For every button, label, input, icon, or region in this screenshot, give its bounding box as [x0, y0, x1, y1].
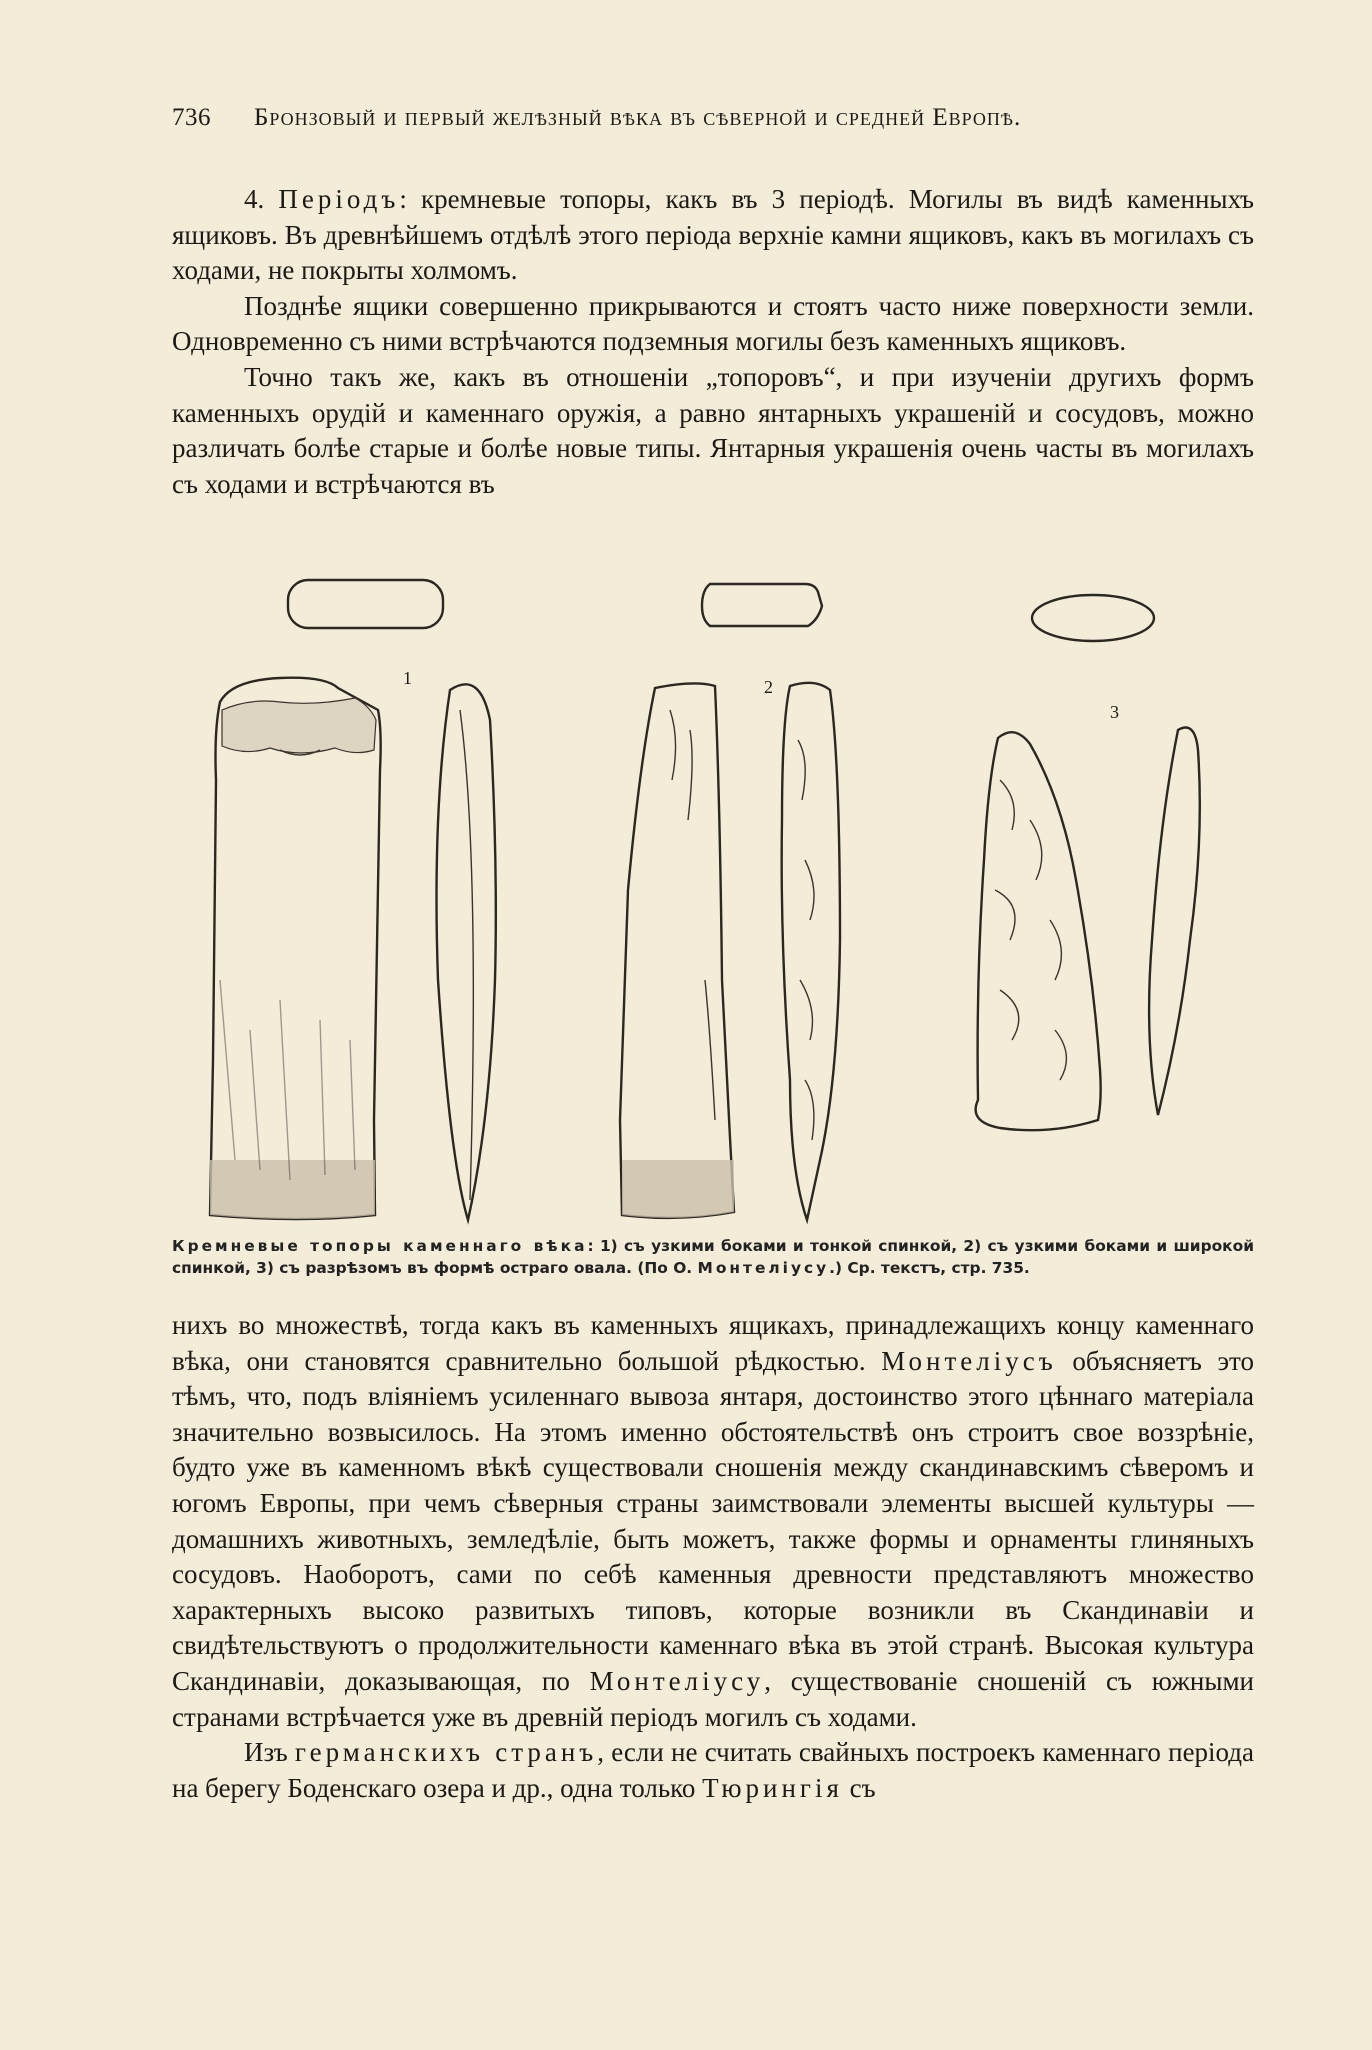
axe-3-front: [976, 732, 1101, 1130]
figure-label-1: 1: [403, 668, 412, 688]
axe-3-side: [1149, 728, 1200, 1116]
paragraph-later-boxes: Позднѣе ящики совершенно прикрываются и стоятъ часто ниже поверхности земли. Одновременно съ ними встрѣчаются подземныя могилы безъ каменныхъ ящиковъ.: [172, 290, 1254, 357]
figure-caption: [172, 1235, 1254, 1279]
figure-label-2: 2: [764, 677, 773, 697]
paragraph-text: , если не считать свайныхъ построекъ каменнаго періода на берегу Боденскаго озера и др., одна только: [172, 1737, 1254, 1803]
paragraph-text: , существованіе сношеній съ южными странами встрѣчается уже въ древній періодъ могилъ съ ходами.: [172, 1665, 1254, 1732]
stone-axes-illustration: [150, 560, 1270, 1230]
spaced-author: Монтеліусъ: [881, 1345, 1057, 1376]
paragraph-lead: 4.: [244, 184, 279, 214]
figure-label-3: 3: [1110, 702, 1119, 722]
axe-2-front: [620, 683, 734, 1217]
caption-title: Кремневые топоры каменнаго вѣка: [172, 1237, 588, 1255]
page-number: 736: [172, 104, 211, 131]
paragraph-text: : кремневые топоры, какъ въ 3 періодѣ. Могилы въ видѣ каменныхъ ящиковъ. Въ древнѣйшемъ отдѣлѣ этого періода верхніе камни ящиковъ, какъ въ могилахъ съ ходами, не покрыты холмомъ.: [172, 184, 1255, 286]
caption-reference: .) Ср. текстъ, стр. 735.: [829, 1259, 1030, 1277]
axe-1-front: [210, 678, 381, 1219]
spaced-author: Монтеліусу: [589, 1665, 765, 1696]
paragraph-types: Точно такъ же, какъ въ отношеніи „топоровъ“, и при изученіи другихъ формъ каменныхъ орудій и каменнаго оружія, а равно янтарныхъ украшеній и сосудовъ, можно различать болѣе старые и болѣе новые типы. Янтарныя украшенія очень часты въ могилахъ съ ходами и встрѣчаются въ: [172, 361, 1254, 499]
running-title: Бронзовый и первый желѣзный вѣка въ сѣверной и средней Европѣ.: [254, 104, 1022, 131]
paragraph-text: объясняетъ это тѣмъ, что, подъ вліяніемъ усиленнаго вывоза янтаря, достоинство этого цѣннаго матеріала значительно возвысилось. На этомъ именно обстоятельствѣ онъ строитъ свое воззрѣніе, будто уже въ каменномъ вѣкѣ существовали сношенія между скандинавскимъ сѣверомъ и югомъ Европы, при чемъ сѣверныя страны заимствовали элементы высшей культуры — домашнихъ животныхъ, земледѣліе, быть можетъ, также формы и орнаменты глиняныхъ сосудовъ. Наоборотъ, сами по себѣ каменныя древности представляютъ множество характерныхъ высоко развитыхъ типовъ, которые возникли въ Скандинавіи и свидѣтельствуютъ о продолжительности каменнаго вѣка въ этой странѣ. Высокая культура Скандинавіи, доказывающая, по: [172, 1345, 1255, 1696]
spaced-term: Тюрингія: [702, 1772, 843, 1803]
spaced-term: германскихъ странъ: [294, 1737, 598, 1768]
running-header: [172, 104, 1212, 144]
paragraph-text: съ: [842, 1772, 876, 1803]
bottom-text-block: [172, 1308, 1254, 1806]
paragraph-text: нихъ во множествѣ, тогда какъ въ каменныхъ ящикахъ, принадлежащихъ концу каменнаго вѣка, они становятся сравнительно большой рѣдкостью.: [172, 1310, 1254, 1376]
paragraph-germanic-lands: [172, 1735, 1254, 1806]
cross-section-2: [702, 584, 822, 626]
paragraph-period-4: [172, 182, 1254, 289]
paragraph-amber: [172, 1308, 1254, 1735]
top-text-block: [172, 182, 1254, 502]
paragraph-text: Изъ: [244, 1737, 295, 1768]
cross-section-3: [1032, 595, 1154, 641]
caption-body: : 1) съ узкими боками и тонкой спинкой, 2) съ узкими боками и широкой спинкой, 3) съ разрѣзомъ въ формѣ остраго овала. (По О.: [172, 1237, 1254, 1277]
cross-section-1: [288, 580, 443, 628]
axe-2-side: [782, 683, 840, 1220]
figure-plate: [150, 560, 1270, 1230]
spaced-term: Періодъ: [278, 184, 400, 214]
caption-author: Монтеліусу: [697, 1259, 830, 1277]
